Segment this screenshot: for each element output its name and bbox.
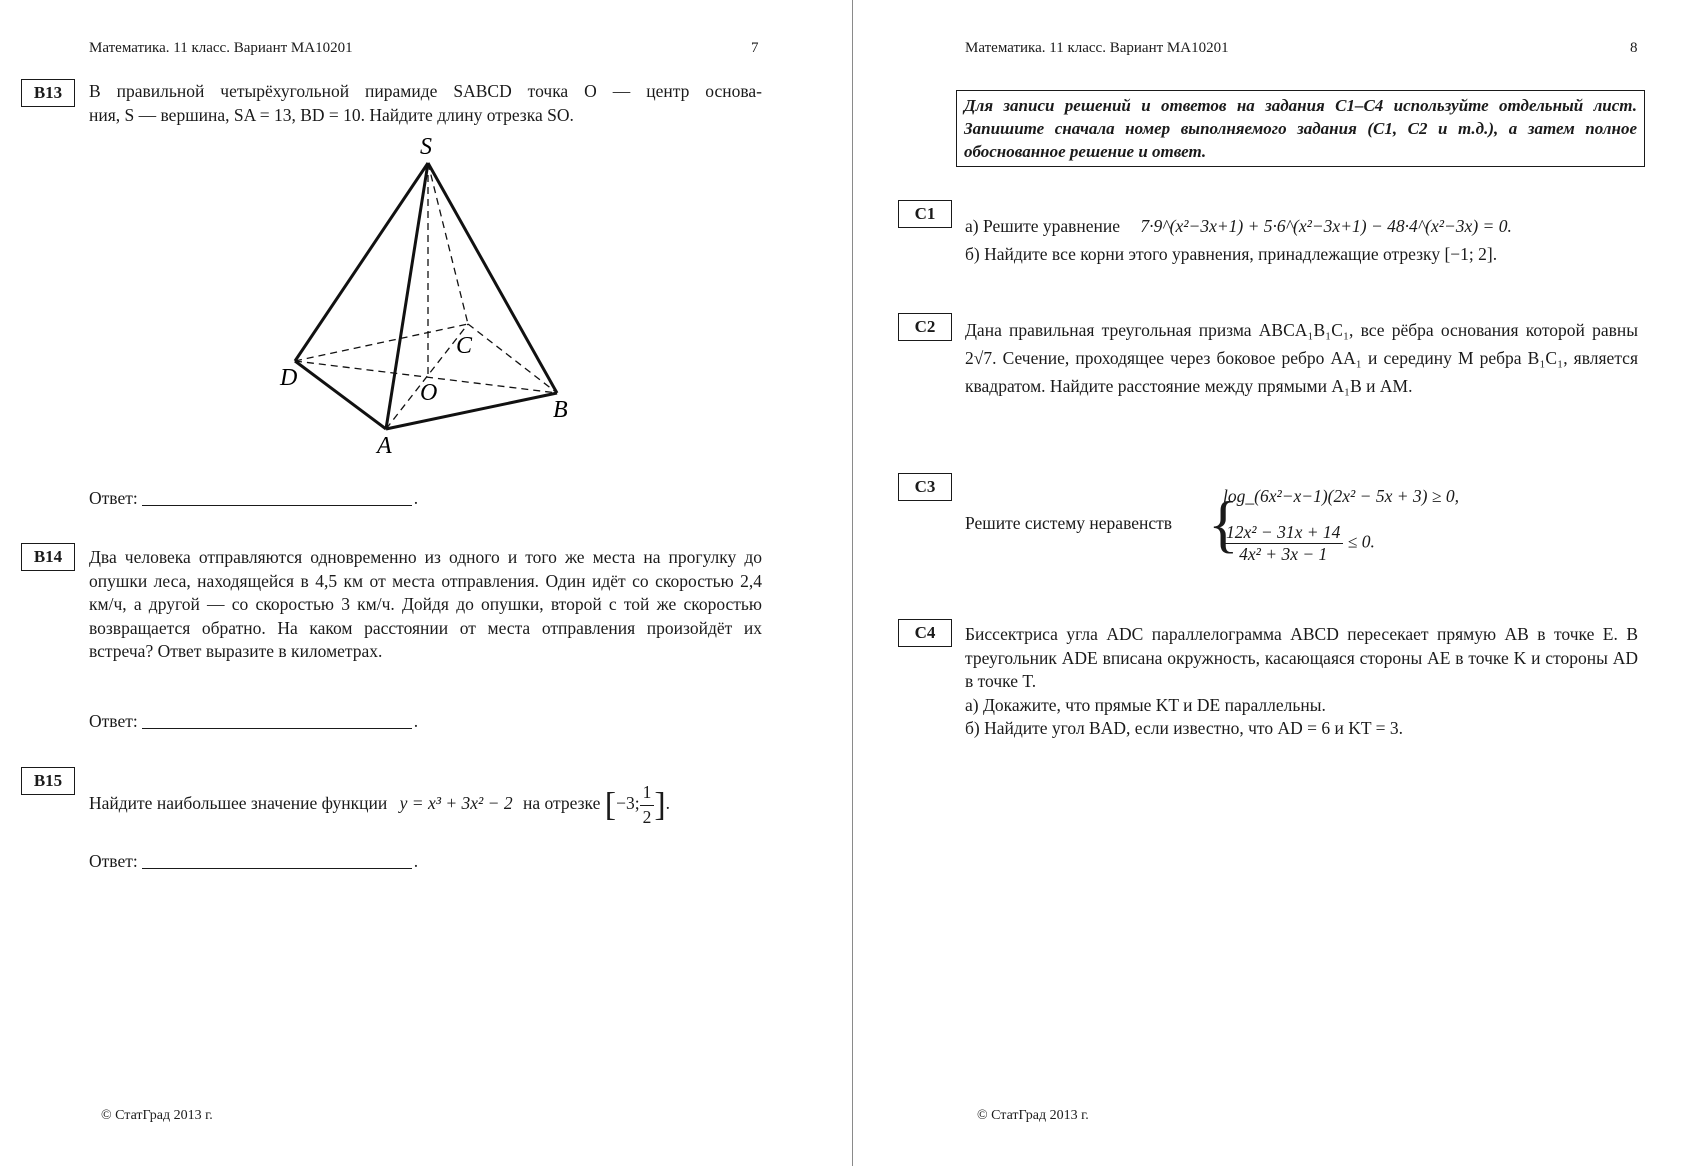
task-c1-part-a-label: а) Решите уравнение xyxy=(965,216,1121,236)
task-b13-line1: В правильной четырёхугольной пирамиде SABCD точка O — центр основа- xyxy=(89,81,762,101)
task-tag-c3: C3 xyxy=(898,473,952,501)
task-c3-inequality-2 xyxy=(1223,522,1375,565)
page-header: Математика. 11 класс. Вариант МА10201 xyxy=(965,40,1229,56)
page-header: Математика. 11 класс. Вариант МА10201 xyxy=(89,40,353,56)
answer-b13: Ответ: . xyxy=(89,488,419,508)
task-b15-mid: на отрезке xyxy=(523,793,601,814)
vertex-label-s: S xyxy=(420,134,432,160)
task-c1-equation: 7·9^(x²−3x+1) + 5·6^(x²−3x+1) − 48·4^(x²−3x) = 0. xyxy=(1140,216,1512,236)
task-c1-part-b: б) Найдите все корни этого уравнения, принадлежащие отрезку [−1; 2]. xyxy=(965,243,1498,264)
task-c1-part-a xyxy=(965,215,1645,239)
answer-b15: Ответ: . xyxy=(89,851,419,871)
edge-dc-hidden xyxy=(295,324,468,361)
inequality-2-relation: ≤ 0. xyxy=(1347,531,1375,552)
right-page xyxy=(853,0,1700,1166)
edge-sb xyxy=(428,163,557,393)
task-b15-text: Найдите наибольшее значение функции y = x³ + 3x² − 2 на отрезке [−3; $\frac{1}{2}$ ]. xyxy=(89,781,789,829)
vertex-label-b: B xyxy=(553,397,568,423)
task-tag-c2: C2 xyxy=(898,313,952,341)
task-c4-text xyxy=(965,623,1638,741)
task-c1-text xyxy=(965,215,1645,266)
fraction-numerator: 1 xyxy=(640,781,655,806)
vertex-label-c: C xyxy=(456,333,473,359)
inequality-2-numerator: 12x² − 31x + 14 xyxy=(1223,522,1343,544)
answer-label: Ответ: xyxy=(89,488,138,508)
edge-cb-hidden xyxy=(468,324,557,393)
point-label-o: O xyxy=(420,380,438,406)
system-brace: { xyxy=(1208,488,1239,559)
page-number: 8 xyxy=(1630,40,1638,56)
task-b14-text: Два человека отправляются одновременно из одного и того же места на прогулку до опушки леса, находящейся в 4,5 км от места отправления. Один идёт со скоростью 2,4 км/ч, а другой — со скоростью 3 км/ч. Дойдя до опушки, второй с той же скоростью возвращается обратно. На каком расстоянии от места отправления произойдёт их встреча? Ответ выразите в километрах. xyxy=(89,547,762,661)
edge-ab xyxy=(386,393,557,429)
task-b13-text xyxy=(89,80,762,127)
answer-line xyxy=(142,867,412,869)
task-tag-c4: C4 xyxy=(898,619,952,647)
task-tag-b14: B14 xyxy=(21,543,75,571)
answer-label: Ответ: xyxy=(89,711,138,731)
page-footer: © СтатГрад 2013 г. xyxy=(101,1108,213,1123)
task-b15-lead: Найдите наибольшее значение функции xyxy=(89,793,388,814)
task-c2-text: Дана правильная треугольная призма ABCA₁B₁C₁, все рёбра основания которой равны 2√7. Сечение, проходящее через боковое ребро AA₁ и середину M ребра B₁C₁, является квадратом. Найдите расстояние между прямыми A₁B и AM. xyxy=(965,320,1638,396)
task-c3-inequality-1: log_(6x²−x−1)(2x² − 5x + 3) ≥ 0, xyxy=(1223,486,1459,506)
vertex-label-d: D xyxy=(280,365,298,391)
instructions-note: Для записи решений и ответов на задания С1–С4 используйте отдельный лист. Запишите сначала номер выполняемого задания (С1, С2 и т.д.), а затем полное обоснованное решение и ответ. xyxy=(956,90,1645,167)
fraction-denominator: 2 xyxy=(642,806,652,827)
vertex-label-a: A xyxy=(377,433,392,459)
pyramid-figure xyxy=(250,128,590,463)
page-footer: © СтатГрад 2013 г. xyxy=(977,1108,1089,1123)
task-b13-line2: ния, S — вершина, SA = 13, BD = 10. Найдите длину отрезка SO. xyxy=(89,104,574,125)
edge-da xyxy=(295,361,386,429)
interval-left: −3; xyxy=(616,793,640,814)
interval-fraction xyxy=(640,781,655,829)
answer-b14: Ответ: . xyxy=(89,711,419,731)
answer-line xyxy=(142,727,412,729)
bracket-left: [ xyxy=(604,786,617,824)
answer-label: Ответ: xyxy=(89,851,138,871)
task-c4-part-b: б) Найдите угол BAD, если известно, что AD = 6 и KT = 3. xyxy=(965,718,1403,738)
answer-line xyxy=(142,504,412,506)
edge-sd xyxy=(295,163,428,361)
task-tag-c1: C1 xyxy=(898,200,952,228)
edge-sc-hidden xyxy=(428,163,468,324)
bracket-right: ] xyxy=(654,786,666,824)
task-c4-part-a: а) Докажите, что прямые KT и DE параллельны. xyxy=(965,694,1326,715)
task-tag-b15: B15 xyxy=(21,767,75,795)
task-c3-lead: Решите систему неравенств xyxy=(965,513,1173,533)
task-tag-b13: B13 xyxy=(21,79,75,107)
inequality-2-denominator: 4x² + 3x − 1 xyxy=(1239,544,1328,564)
task-b15-function: y = x³ + 3x² − 2 xyxy=(399,793,513,814)
task-c4-statement: Биссектриса угла ADC параллелограмма ABCD пересекает прямую AB в точке E. В треугольник ADE вписана окружность, касающаяся стороны AE в точке K и стороны AD в точке T. xyxy=(965,624,1638,691)
page-number: 7 xyxy=(751,40,759,56)
